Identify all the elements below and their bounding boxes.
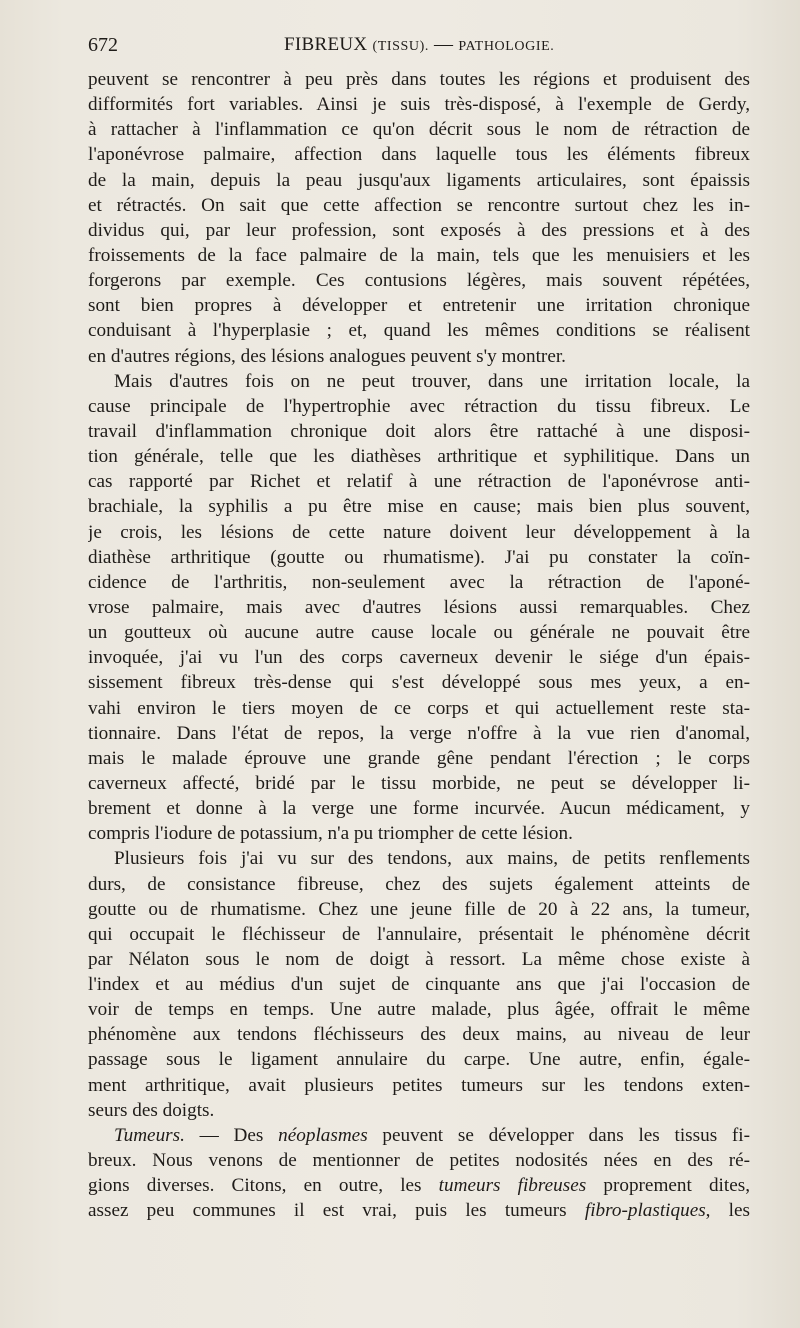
text-line: qui occupait le fléchisseur de l'annulaire, présentait le phénomène décrit: [88, 923, 750, 945]
text-line: je crois, les lésions de cette nature doivent leur développement à la: [88, 521, 750, 543]
text-line: par Nélaton sous le nom de doigt à ressort. La même chose existe à: [88, 948, 750, 970]
text-line: tion générale, telle que les diathèses arthritique et syphilitique. Dans un: [88, 446, 750, 468]
text-line: vrose palmaire, mais avec d'autres lésions aussi remarquables. Chez: [88, 596, 750, 618]
running-title: [284, 34, 554, 56]
text-line: l'index et au médius d'un sujet de cinquante ans que j'ai l'occasion de: [88, 974, 750, 996]
text-line: phénomène aux tendons fléchisseurs des deux mains, au niveau de leur: [88, 1024, 750, 1046]
body-text: [88, 67, 750, 1223]
section-heading-tumeurs: Tumeurs.: [114, 1124, 185, 1146]
text-line: brachiale, la syphilis a pu être mise en cause; mais bien plus souvent,: [88, 496, 750, 518]
text-fragment: assez peu communes il est vrai, puis les tumeurs: [88, 1200, 585, 1222]
text-line: et rétractés. On sait que cette affection se rencontre surtout chez les in-: [88, 194, 750, 216]
text-line: seurs des doigts.: [88, 1099, 215, 1121]
text-line: conduisant à l'hyperplasie ; et, quand les mêmes conditions se réalisent: [88, 320, 750, 342]
italic-term-tumeurs-fibreuses: tumeurs fibreuses: [438, 1175, 587, 1197]
text-line: invoquée, j'ai vu l'un des corps caverneux devenir le siége d'un épais-: [88, 647, 750, 669]
text-line: difformités fort variables. Ainsi je suis très-disposé, à l'exemple de Gerdy,: [88, 94, 750, 116]
text-line: travail d'inflammation chronique doit alors être rattaché à une disposi-: [88, 420, 750, 442]
text-fragment: gions diverses. Citons, en outre, les: [88, 1175, 439, 1197]
page-number: 672: [88, 34, 118, 56]
text-fragment: — Des: [184, 1124, 279, 1146]
text-line: caverneux affecté, bridé par le tissu morbide, ne peut se développer li-: [88, 772, 750, 794]
text-line: mais le malade éprouve une grande gêne pendant l'érection ; le corps: [88, 747, 750, 769]
text-line: tionnaire. Dans l'état de repos, la verge n'offre à la vue rien d'anomal,: [88, 722, 750, 744]
text-line: compris l'iodure de potassium, n'a pu triompher de cette lésion.: [88, 823, 573, 845]
text-line: cas rapporté par Richet et relatif à une rétraction de l'aponévrose anti-: [88, 471, 750, 493]
page-header: [88, 34, 750, 62]
italic-term-neoplasmes: néoplasmes: [278, 1124, 368, 1146]
text-line-tumeurs: [88, 1123, 750, 1148]
text-fragment: proprement dites,: [586, 1175, 750, 1197]
text-line: passage sous le ligament annulaire du carpe. Une autre, enfin, égale-: [88, 1049, 750, 1071]
text-line: en d'autres régions, des lésions analogues peuvent s'y montrer.: [88, 345, 566, 367]
text-line: un goutteux où aucune autre cause locale ou générale ne pouvait être: [88, 622, 750, 644]
text-line: l'aponévrose palmaire, affection dans laquelle tous les éléments fibreux: [88, 144, 750, 166]
text-line: sont bien propres à développer et entretenir une irritation chronique: [88, 295, 750, 317]
italic-term-fibro-plastiques: fibro-plastiques: [584, 1200, 706, 1222]
text-line: sissement fibreux très-dense qui s'est développé sous mes yeux, a en-: [88, 672, 750, 694]
text-line: à rattacher à l'inflammation ce qu'on décrit sous le nom de rétraction de: [88, 119, 750, 141]
text-line: cidence de l'arthritis, non-seulement avec la rétraction de l'aponé-: [88, 571, 750, 593]
text-line: forgerons par exemple. Ces contusions légères, mais souvent répétées,: [88, 270, 750, 292]
running-title-main: FIBREUX: [284, 34, 368, 55]
text-line: durs, de consistance fibreuse, chez des sujets également atteints de: [88, 873, 750, 895]
running-title-dash: —: [434, 34, 454, 55]
text-line: voir de temps en temps. Une autre malade, plus âgée, offrait le même: [88, 999, 750, 1021]
text-line: de la main, depuis la peau jusqu'aux ligaments articulaires, sont épaissis: [88, 169, 750, 191]
text-line: [88, 1198, 750, 1223]
text-line: ment arthritique, avait plusieurs petites tumeurs sur les tendons exten-: [88, 1074, 750, 1096]
text-line: froissements de la face palmaire de la main, tels que les menuisiers et les: [88, 244, 750, 266]
text-line: vahi environ le tiers moyen de ce corps et qui actuellement reste sta-: [88, 697, 750, 719]
text-fragment: , les: [705, 1200, 750, 1222]
text-fragment: peuvent se développer dans les tissus fi-: [367, 1124, 750, 1146]
text-line: cause principale de l'hypertrophie avec rétraction du tissu fibreux. Le: [88, 395, 750, 417]
text-line: dividus qui, par leur profession, sont exposés à des pressions et à des: [88, 219, 750, 241]
text-line: Mais d'autres fois on ne peut trouver, dans une irritation locale, la: [114, 370, 750, 392]
running-title-section: PATHOLOGIE.: [458, 39, 555, 54]
text-line: [88, 1173, 750, 1198]
text-line: brement et donne à la verge une forme incurvée. Aucun médicament, y: [88, 798, 750, 820]
text-line: Plusieurs fois j'ai vu sur des tendons, aux mains, de petits renflements: [114, 848, 750, 870]
text-line: goutte ou de rhumatisme. Chez une jeune fille de 20 à 22 ans, la tumeur,: [88, 898, 750, 920]
text-line: diathèse arthritique (goutte ou rhumatisme). J'ai pu constater la coïn-: [88, 546, 750, 568]
text-line: breux. Nous venons de mentionner de petites nodosités nées en des ré-: [88, 1150, 750, 1172]
running-title-paren: (TISSU).: [372, 39, 429, 54]
text-line: peuvent se rencontrer à peu près dans toutes les régions et produisent des: [88, 69, 750, 90]
